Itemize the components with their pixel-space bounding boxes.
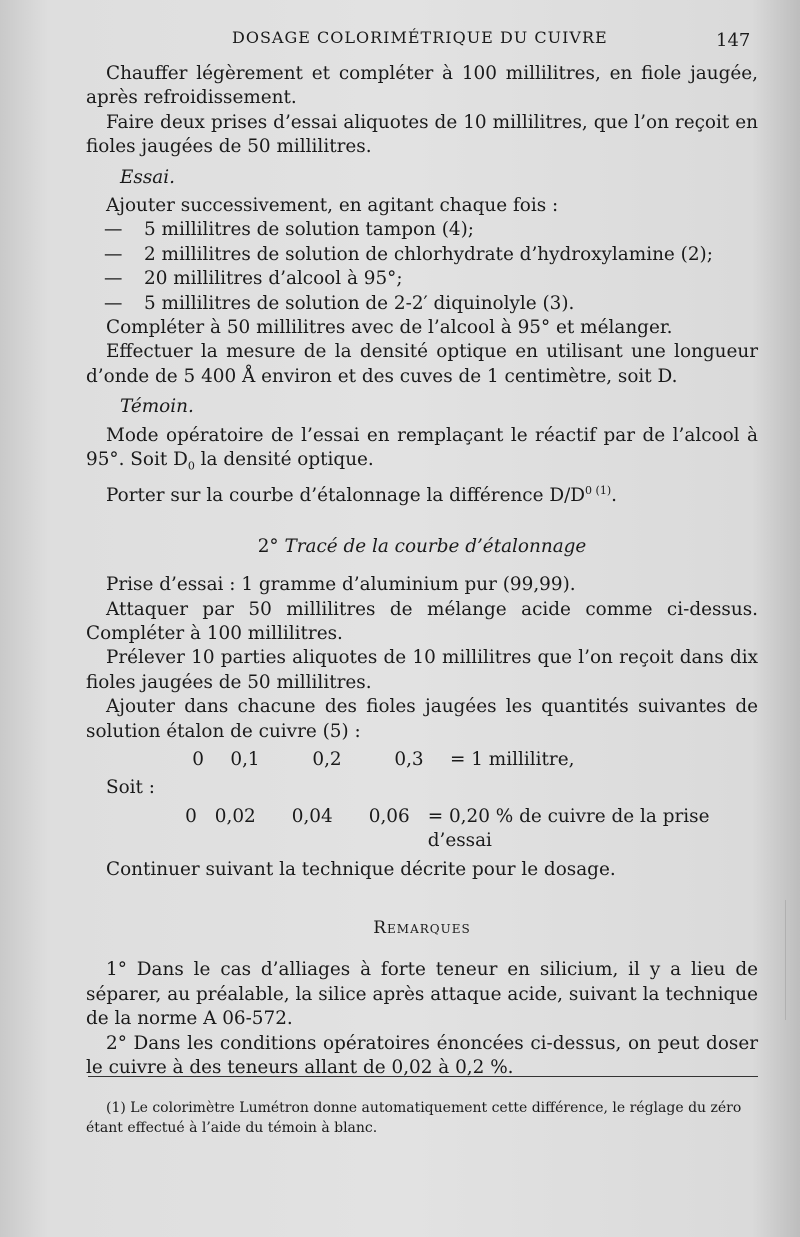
page-number: 147 xyxy=(716,30,751,51)
dash-item xyxy=(104,218,758,242)
remark-1: 1° Dans le cas d’alliages à forte teneur en silicium, il y a lieu de séparer, au préalable, la silice après attaque acide, suivant la technique de la norme A 06-572. xyxy=(86,959,758,1030)
dash-mark: — xyxy=(104,243,123,265)
subheading-essai: Essai. xyxy=(120,166,175,188)
paragraph: Mode opératoire de l’essai en remplaçant le réactif par de l’alcool à 95°. Soit $D_0$ la densité optique. xyxy=(86,424,758,473)
body-text xyxy=(86,62,758,1080)
dash-item-text: 2 millilitres de solution de chlorhydrate d’hydroxylamine (2); xyxy=(144,243,713,265)
dash-item-text: 5 millilitres de solution de 2-2′ diquinolyle (3). xyxy=(144,292,575,314)
percentage-row: 0 0,02 0,04 0,06 = 0,20 % de cuivre de la prise d’essai xyxy=(185,805,710,852)
dash-item-text: 20 millilitres d’alcool à 95°; xyxy=(144,268,403,290)
dash-item xyxy=(104,243,758,267)
running-head xyxy=(0,20,800,56)
footnote-marker: (1) xyxy=(106,1100,126,1116)
running-title: DOSAGE COLORIMÉTRIQUE DU CUIVRE xyxy=(232,28,608,47)
paragraph: Compléter à 50 millilitres avec de l’alcool à 95° et mélanger. xyxy=(106,317,673,339)
footnote-line: étant effectué à l’aide du témoin à blanc. xyxy=(86,1120,378,1136)
dash-mark: — xyxy=(104,268,123,290)
dash-mark: — xyxy=(104,219,123,241)
footnote-rule xyxy=(88,1076,758,1077)
subheading-temoin: Témoin. xyxy=(120,396,194,418)
dash-item xyxy=(104,267,758,291)
paragraph: Prise d’essai : 1 gramme d’aluminium pur (99,99). xyxy=(106,574,576,596)
paragraph: Continuer suivant la technique décrite pour le dosage. xyxy=(106,858,616,880)
quantity-row: 0 0,1 0,2 0,3 = 1 millilitre, xyxy=(192,748,575,770)
footnote-line: (1) Le colorimètre Lumétron donne automatiquement cette différence, le réglage du zéro xyxy=(106,1100,742,1116)
paragraph: Porter sur la courbe d’étalonnage la différence $D/D^0$ $^{(1)}$. xyxy=(106,484,617,507)
footnote xyxy=(86,1098,758,1138)
remark-2: 2° Dans les conditions opératoires énoncées ci-dessus, on peut doser le cuivre à des teneurs allant de 0,02 à 0,2 %. xyxy=(86,1032,758,1079)
dash-item xyxy=(104,292,758,316)
paragraph: Effectuer la mesure de la densité optique en utilisant une longueur d’onde de 5 400 Å environ et des cuves de 1 centimètre, soit D. xyxy=(86,341,758,387)
paragraph: Attaquer par 50 millilitres de mélange acide comme ci-dessus. Compléter à 100 millilitres. xyxy=(86,598,758,644)
paragraph: Prélever 10 parties aliquotes de 10 millilitres que l’on reçoit dans dix fioles jaugées de 50 millilitres. xyxy=(86,647,758,693)
dash-list xyxy=(86,218,758,316)
paragraph: Chauffer légèrement et compléter à 100 millilitres, en fiole jaugée, après refroidissement. xyxy=(86,63,758,109)
section-title: 2° Tracé de la courbe d’étalonnage xyxy=(257,535,587,557)
paragraph: Ajouter dans chacune des fioles jaugées les quantités suivantes de solution étalon de cuivre (5) : xyxy=(86,696,758,742)
soit-label: Soit : xyxy=(106,777,155,799)
dash-mark: — xyxy=(104,292,123,314)
paragraph: Faire deux prises d’essai aliquotes de 10 millilitres, que l’on reçoit en fioles jaugées de 50 millilitres. xyxy=(86,111,758,158)
page-edge xyxy=(785,900,800,1020)
remarques-heading: Remarques xyxy=(373,917,471,938)
paragraph: Ajouter successivement, en agitant chaque fois : xyxy=(106,195,559,217)
dash-item-text: 5 millilitres de solution tampon (4); xyxy=(144,219,474,241)
